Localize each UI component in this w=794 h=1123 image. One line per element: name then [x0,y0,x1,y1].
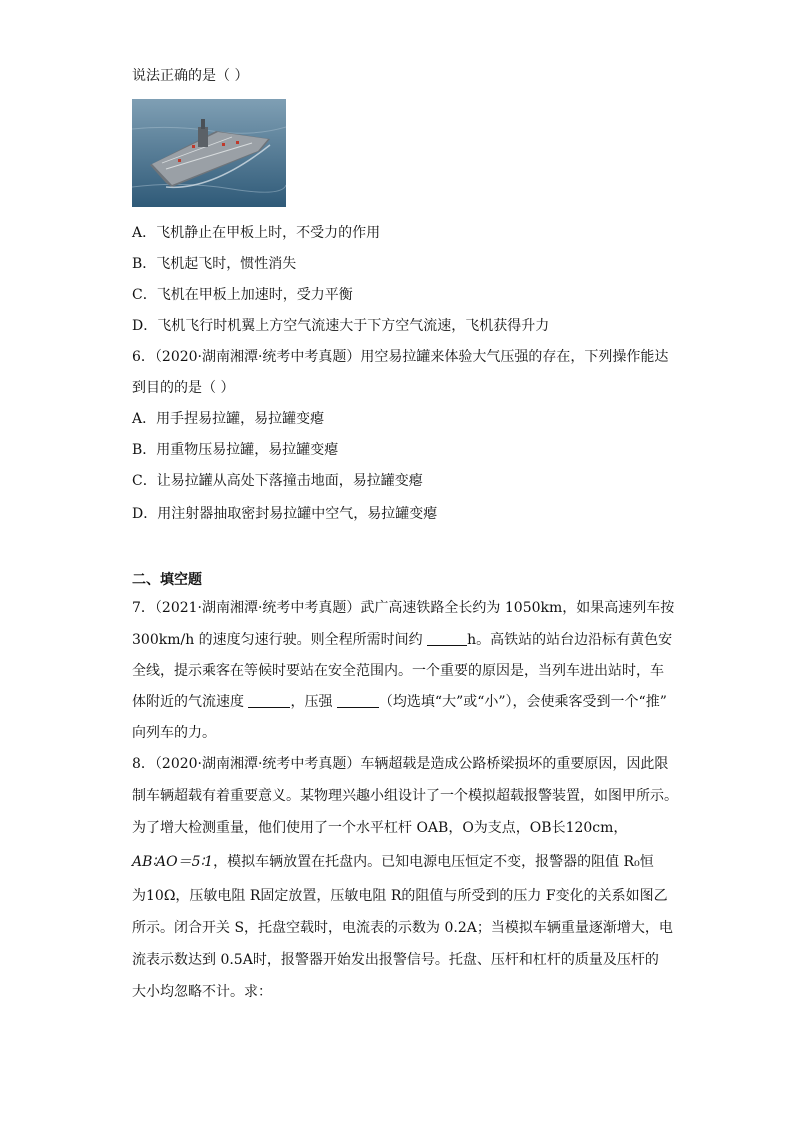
question-6-line-2: 到目的的是（ ） [132,380,235,396]
option-a: A．飞机静止在甲板上时，不受力的作用 [132,225,381,241]
text-segment: h。高铁站的站台边沿标有黄色安 [467,632,673,648]
question-8-line-8: 大小均忽略不计。求： [132,984,272,1000]
option-d: D．飞机飞行时机翼上方空气流速大于下方空气流速，飞机获得升力 [132,318,550,334]
question-8-line-3: 为了增大检测重量，他们使用了一个水平杠杆 OAB，O为支点，OB长120cm， [132,820,628,836]
text-segment: ，压强 [290,694,337,710]
text-segment: ，模拟车辆放置在托盘内。已知电源电压恒定不变，报警器的阻值 R₀恒 [213,854,654,870]
question-7-line-5: 向列车的力。 [132,725,216,741]
option-d: D．用注射器抽取密封易拉罐中空气，易拉罐变瘪 [132,506,438,522]
question-8-line-1: 8．（2020·湖南湘潭·统考中考真题）车辆超载是造成公路桥梁损坏的重要原因，因此限 [132,756,669,772]
option-c: C．让易拉罐从高处下落撞击地面，易拉罐变瘪 [132,473,423,489]
text-segment: 体附近的气流速度 [132,694,249,710]
question-8-line-6: 所示。闭合开关 S，托盘空载时，电流表的示数为 0.2A；当模拟车辆重量逐渐增大，电 [132,920,673,936]
option-b: B．飞机起飞时，惯性消失 [132,256,297,272]
fill-blank[interactable] [427,631,467,646]
question-8-line-5: 为10Ω，压敏电阻 R固定放置，压敏电阻 R的阻值与所受到的压力 F变化的关系如图乙 [132,888,668,904]
text-segment: （均选填“大”或“小”），会使乘客受到一个“推” [378,694,667,710]
option-a: A．用手捏易拉罐，易拉罐变瘪 [132,411,325,427]
question-stem-continued: 说法正确的是（ ） [132,68,249,84]
question-8-line-7: 流表示数达到 0.5A时，报警器开始发出报警信号。托盘、压杆和杠杆的质量及压杆的 [132,952,659,968]
question-6-line-1: 6．（2020·湖南湘潭·统考中考真题）用空易拉罐来体验大气压强的存在，下列操作能达 [132,349,669,365]
option-c: C．飞机在甲板上加速时，受力平衡 [132,287,353,303]
question-7-line-4 [132,692,667,712]
question-7-line-3: 全线，提示乘客在等候时要站在安全范围内。一个重要的原因是，当列车进出站时，车 [132,663,664,679]
option-b: B．用重物压易拉罐，易拉罐变瘪 [132,442,339,458]
question-7-line-1: 7．（2021·湖南湘潭·统考中考真题）武广高速铁路全长约为 1050km，如果高速列车按 [132,600,675,616]
question-8-line-2: 制车辆超载有着重要意义。某物理兴趣小组设计了一个模拟超载报警装置，如图甲所示。 [132,788,678,804]
formula: AB∶AO＝5∶1 [132,854,214,870]
section-heading: 二、填空题 [132,572,202,588]
text-segment: 300km/h 的速度匀速行驶。则全程所需时间约 [132,632,428,648]
aircraft-carrier-photo [132,99,286,207]
fill-blank[interactable] [337,693,379,708]
question-7-line-2 [132,630,672,650]
question-8-line-4 [132,852,654,872]
fill-blank[interactable] [248,693,290,708]
